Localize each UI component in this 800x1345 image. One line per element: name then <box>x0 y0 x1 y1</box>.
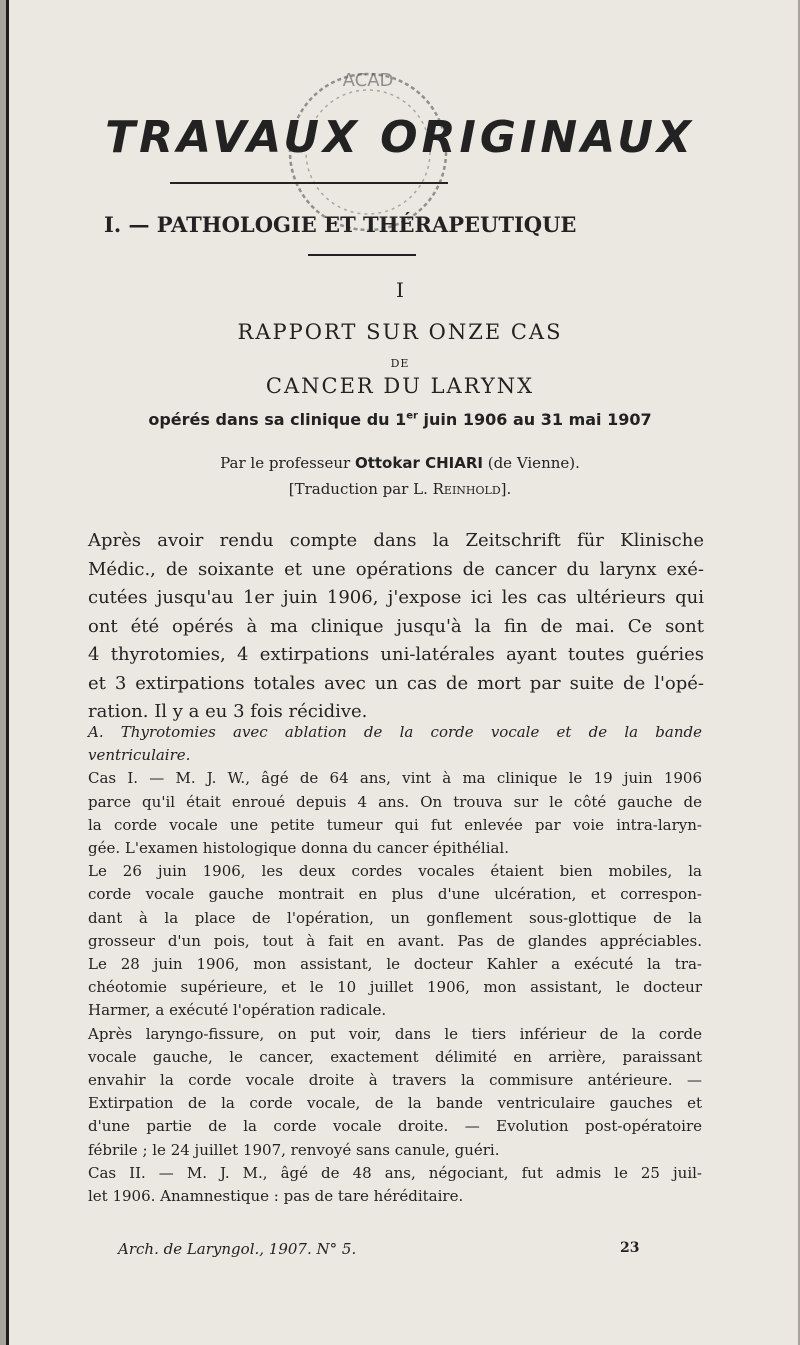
case-line: dant à la place de l'opération, un gonflement sous-glottique de la <box>88 908 702 927</box>
case-heading: A. Thyrotomies avec ablation de la corde vocale et de la bande <box>88 723 702 741</box>
intro-line: 4 thyrotomies, 4 extirpations uni-latérales ayant toutes guéries <box>88 644 704 665</box>
journal-reference: Arch. de Laryngol., 1907. N° 5. <box>118 1240 357 1258</box>
intro-line: Après avoir rendu compte dans la Zeitschrift für Klinische <box>88 530 704 551</box>
case-line: let 1906. Anamnestique : pas de tare héréditaire. <box>88 1187 464 1206</box>
binding-edge <box>6 0 9 1345</box>
intro-line: Médic., de soixante et une opérations de cancer du larynx exé- <box>88 558 704 580</box>
case-line: Cas II. — M. J. M., âgé de 48 ans, négociant, fut admis le 25 juil- <box>88 1163 702 1182</box>
article-subtitle: opérés dans sa clinique du 1er juin 1906 au 31 mai 1907 <box>148 410 652 429</box>
stamp-text: ACAD <box>342 70 394 91</box>
article-title-line2: DE <box>390 357 410 370</box>
intro-line: cutées jusqu'au 1er juin 1906, j'expose ici les cas ultérieurs qui <box>88 587 704 608</box>
intro-line: ration. Il y a eu 3 fois récidive. <box>88 701 368 722</box>
case-line: Le 28 juin 1906, mon assistant, le docteur Kahler a exécuté la tra- <box>88 955 702 974</box>
case-line: parce qu'il était enroué depuis 4 ans. On trouva sur le côté gauche de <box>88 792 702 811</box>
case-line: gée. L'examen histologique donna du cancer épithélial. <box>88 839 509 858</box>
subsection-rule <box>308 254 416 256</box>
intro-line: et 3 extirpations totales avec un cas de mort par suite de l'opé- <box>88 672 704 694</box>
page-number: 23 <box>620 1240 640 1256</box>
intro-line: ont été opérés à ma clinique jusqu'à la fin de mai. Ce sont <box>88 615 704 637</box>
case-line: envahir la corde vocale droite à travers la commisure antérieure. — <box>88 1071 702 1090</box>
case-line: Après laryngo-fissure, on put voir, dans le tiers inférieur de la corde <box>88 1024 702 1043</box>
case-line: chéotomie supérieure, et le 10 juillet 1906, mon assistant, le docteur <box>88 978 702 997</box>
intro-paragraph <box>88 527 704 727</box>
subsection-title: I. — PATHOLOGIE ET THÉRAPEUTIQUE <box>104 212 577 237</box>
case-line: fébrile ; le 24 juillet 1907, renvoyé sans canule, guéri. <box>88 1140 500 1159</box>
translation-credit: [Traduction par L. Reinhold]. <box>288 480 512 498</box>
article-number: I <box>396 278 404 302</box>
case-line: Le 26 juin 1906, les deux cordes vocales étaient bien mobiles, la <box>88 862 702 881</box>
case-reports <box>88 721 702 1208</box>
case-line: d'une partie de la corde vocale droite. — Evolution post-opératoire <box>88 1117 702 1136</box>
byline: Par le professeur Ottokar CHIARI (de Vienne). <box>220 454 580 472</box>
case-line: Extirpation de la corde vocale, de la bande ventriculaire gauches et <box>88 1094 702 1113</box>
case-line: vocale gauche, le cancer, exactement délimité en arrière, paraissant <box>88 1047 702 1066</box>
case-line: corde vocale gauche montrait en plus d'une ulcération, et correspon- <box>88 885 702 904</box>
case-line: la corde vocale une petite tumeur qui fut enlevée par voie intra-laryn- <box>88 815 702 834</box>
case-line: Harmer, a exécuté l'opération radicale. <box>88 1001 387 1020</box>
case-heading: ventriculaire. <box>88 746 191 765</box>
case-line: Cas I. — M. J. W., âgé de 64 ans, vint à ma clinique le 19 juin 1906 <box>88 769 702 788</box>
section-title: TRAVAUX ORIGINAUX <box>105 112 695 163</box>
article-title-line1: RAPPORT SUR ONZE CAS <box>237 320 563 344</box>
section-title-underline <box>170 182 448 184</box>
article-title-line3: CANCER DU LARYNX <box>265 374 535 398</box>
case-line: grosseur d'un pois, tout à fait en avant. Pas de glandes appréciables. <box>88 931 702 950</box>
